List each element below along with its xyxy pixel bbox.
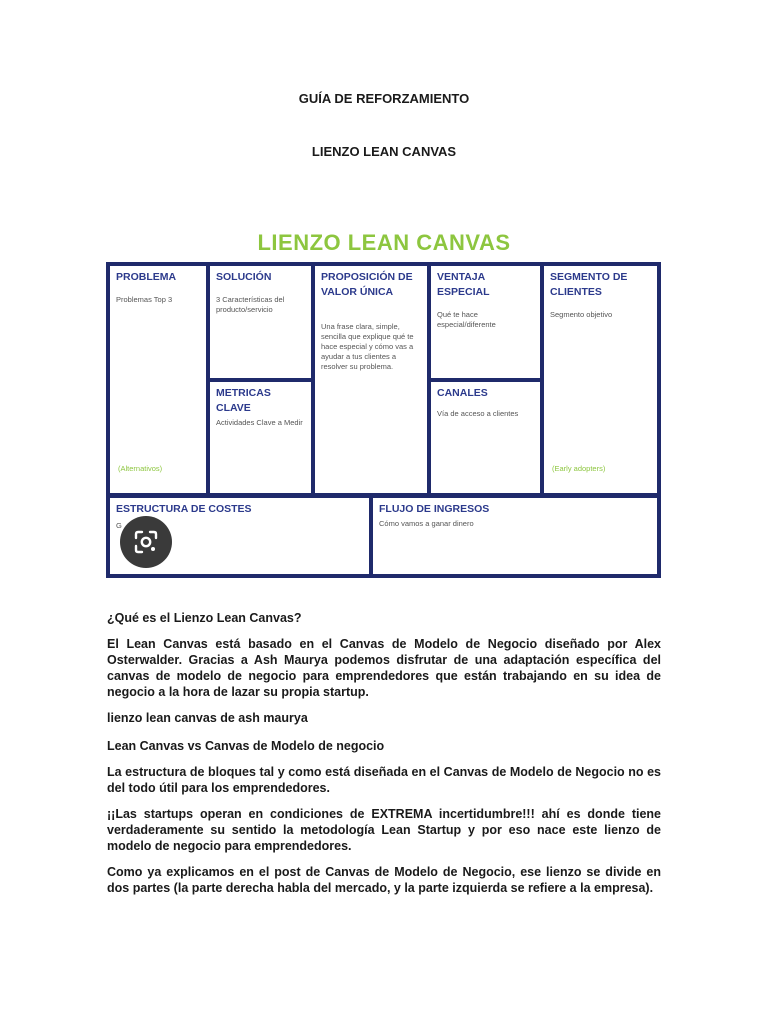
section-question: ¿Qué es el Lienzo Lean Canvas? <box>107 611 302 625</box>
cell-text: Una frase clara, simple, sencilla que explique qué te hace especial y cómo vas a ayudar a tus clientes a resolver su problema. <box>321 322 414 371</box>
cell-text: Actividades Clave a Medir <box>216 418 303 427</box>
cell-metricas-clave <box>210 382 311 493</box>
cell-heading: PROBLEMA <box>116 271 177 283</box>
cell-solucion <box>210 266 311 378</box>
cell-heading: FLUJO DE INGRESOS <box>379 503 490 515</box>
lean-canvas-image <box>106 262 661 578</box>
cell-heading: METRICAS CLAVE <box>216 387 271 414</box>
cell-text: Qué te hace especial/diferente <box>437 310 496 329</box>
canvas-image-title: LIENZO LEAN CANVAS <box>257 230 511 255</box>
cell-heading: PROPOSICIÓN DE VALOR ÚNICA <box>321 271 413 298</box>
cell-heading: SEGMENTO DE CLIENTES <box>550 271 628 298</box>
paragraph-caption: lienzo lean canvas de ash maurya <box>107 711 308 725</box>
paragraph-startups: ¡¡Las startups operan en condiciones de EXTREMA incertidumbre!!! ahí es donde tiene verdaderamente su sentido la metodología Lean Startup y por eso nace este lienzo de modelo de negocio para emprendedores. <box>107 807 661 853</box>
cell-text: Vía de acceso a clientes <box>437 409 519 418</box>
cell-text: Cómo vamos a ganar dinero <box>379 519 474 528</box>
cell-heading: ESTRUCTURA DE COSTES <box>116 503 252 515</box>
cell-segmento-clientes <box>544 266 657 493</box>
cell-canales <box>431 382 540 493</box>
cell-text: Problemas Top 3 <box>116 295 173 304</box>
cell-text: G <box>116 521 122 530</box>
cell-text: 3 Características del producto/servicio <box>216 295 285 314</box>
paragraph-intro: El Lean Canvas está basado en el Canvas de Modelo de Negocio diseñado por Alex Osterwalder. Gracias a Ash Maurya podemos disfrutar de una adaptación específica del canvas de modelo de negocio para emprendedores que están trabajando en su idea de negocio a la hora de lazar su propia startup. <box>107 637 661 699</box>
cell-heading: CANALES <box>437 387 488 399</box>
cell-note: (Alternativos) <box>118 464 163 473</box>
cell-heading: VENTAJA ESPECIAL <box>437 271 490 298</box>
cell-flujo-ingresos <box>373 498 657 574</box>
cell-proposicion-valor <box>315 266 427 493</box>
paragraph-division: Como ya explicamos en el post de Canvas de Modelo de Negocio, ese lienzo se divide en dos partes (la parte derecha habla del mercado, y la parte izquierda se refiere a la empresa). <box>107 865 661 895</box>
document-subtitle: LIENZO LEAN CANVAS <box>311 144 457 159</box>
paragraph-structure: La estructura de bloques tal y como está diseñada en el Canvas de Modelo de Negocio no es del todo útil para los emprendedores. <box>107 765 661 795</box>
cell-heading: SOLUCIÓN <box>216 271 272 283</box>
section-heading: Lean Canvas vs Canvas de Modelo de negocio <box>107 739 385 753</box>
cell-ventaja-especial <box>431 266 540 378</box>
lens-icon <box>133 529 159 555</box>
document-title: GUÍA DE REFORZAMIENTO <box>298 91 470 106</box>
visual-search-button[interactable] <box>120 516 172 568</box>
cell-note: (Early adopters) <box>552 464 606 473</box>
cell-problema <box>110 266 206 493</box>
cell-text: Segmento objetivo <box>550 310 613 319</box>
